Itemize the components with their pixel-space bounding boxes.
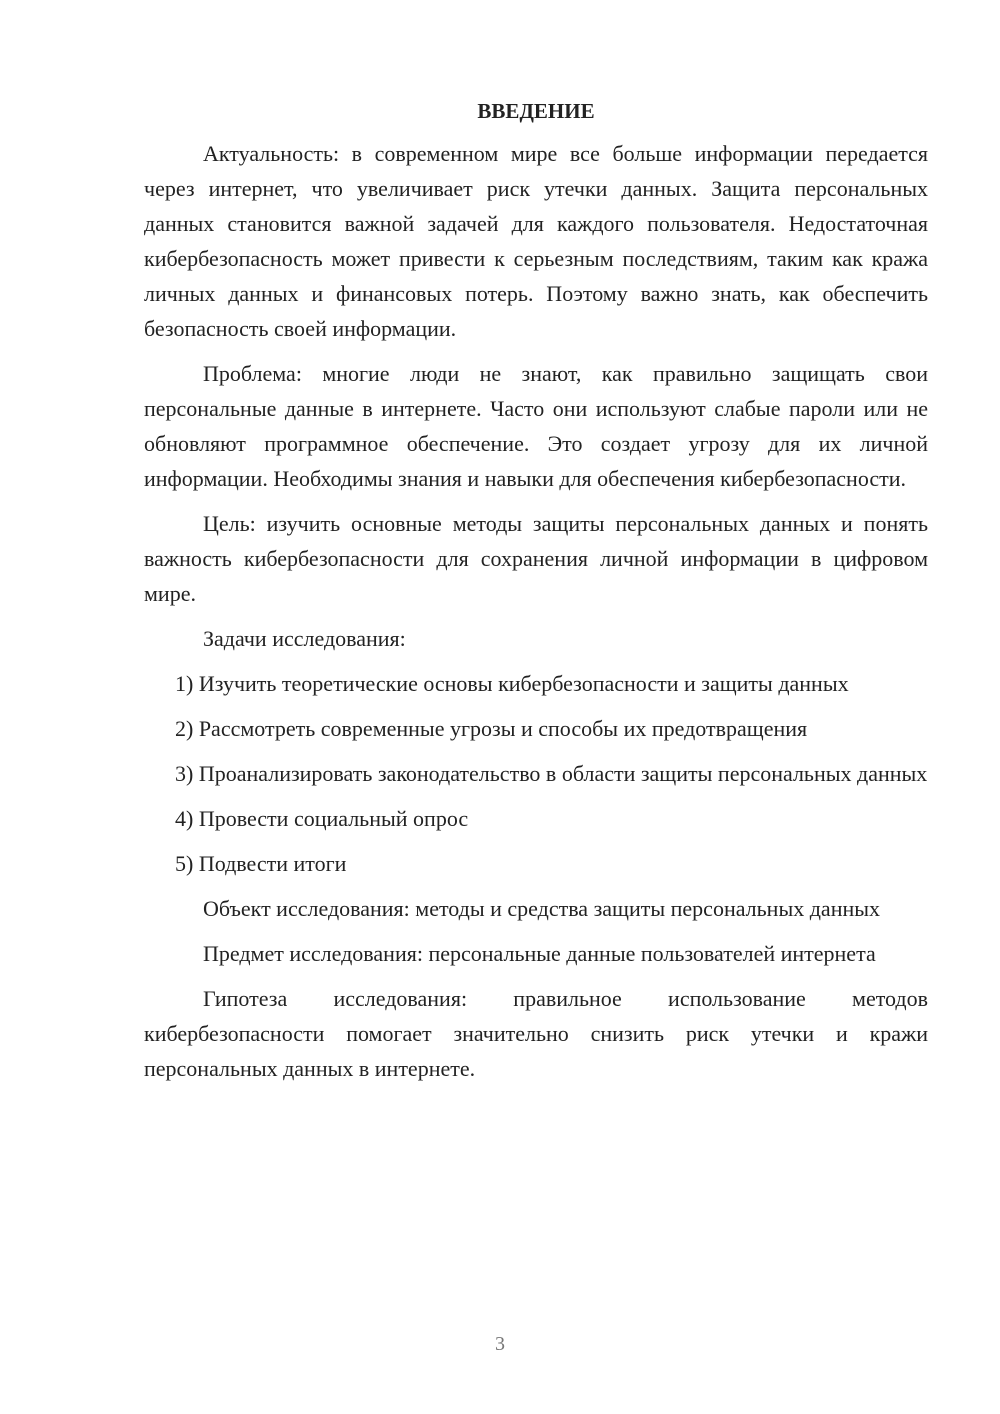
task-item-5: 5) Подвести итоги: [175, 851, 347, 876]
paragraph-hypothesis: Гипотеза исследования: правильное использование методов кибербезопасности помогает значительно снизить риск утечки и кражи персональных данных в интернете.: [144, 986, 928, 1081]
paragraph-relevance: Актуальность: в современном мире все больше информации передается через интернет, что увеличивает риск утечки данных. Защита персональных данных становится важной задачей для каждого пользователя. Недостаточная кибербезопасность может привести к серьезным последствиям, таким как кража личных данных и финансовых потерь. Поэтому важно знать, как обеспечить безопасность своей информации.: [144, 141, 928, 341]
task-item-3: 3) Проанализировать законодательство в области защиты персональных данных: [175, 761, 928, 786]
paragraph-tasks-heading: Задачи исследования:: [203, 626, 406, 651]
paragraph-problem: Проблема: многие люди не знают, как правильно защищать свои персональные данные в интернете. Часто они используют слабые пароли или не обновляют программное обеспечение. Это создает угрозу для их личной информации. Необходимы знания и навыки для обеспечения кибербезопасности.: [144, 361, 928, 491]
paragraph-object: Объект исследования: методы и средства защиты персональных данных: [203, 896, 881, 921]
task-item-1: 1) Изучить теоретические основы кибербезопасности и защиты данных: [175, 671, 849, 696]
paragraph-goal: Цель: изучить основные методы защиты персональных данных и понять важность кибербезопасности для сохранения личной информации в цифровом мире.: [144, 511, 928, 606]
paragraph-subject: Предмет исследования: персональные данные пользователей интернета: [203, 941, 876, 966]
task-item-4: 4) Провести социальный опрос: [175, 806, 469, 831]
page-number: 3: [495, 1333, 505, 1355]
task-item-2: 2) Рассмотреть современные угрозы и способы их предотвращения: [175, 716, 808, 741]
document-page: [144, 96, 928, 1096]
section-title: ВВЕДЕНИЕ: [477, 99, 595, 123]
